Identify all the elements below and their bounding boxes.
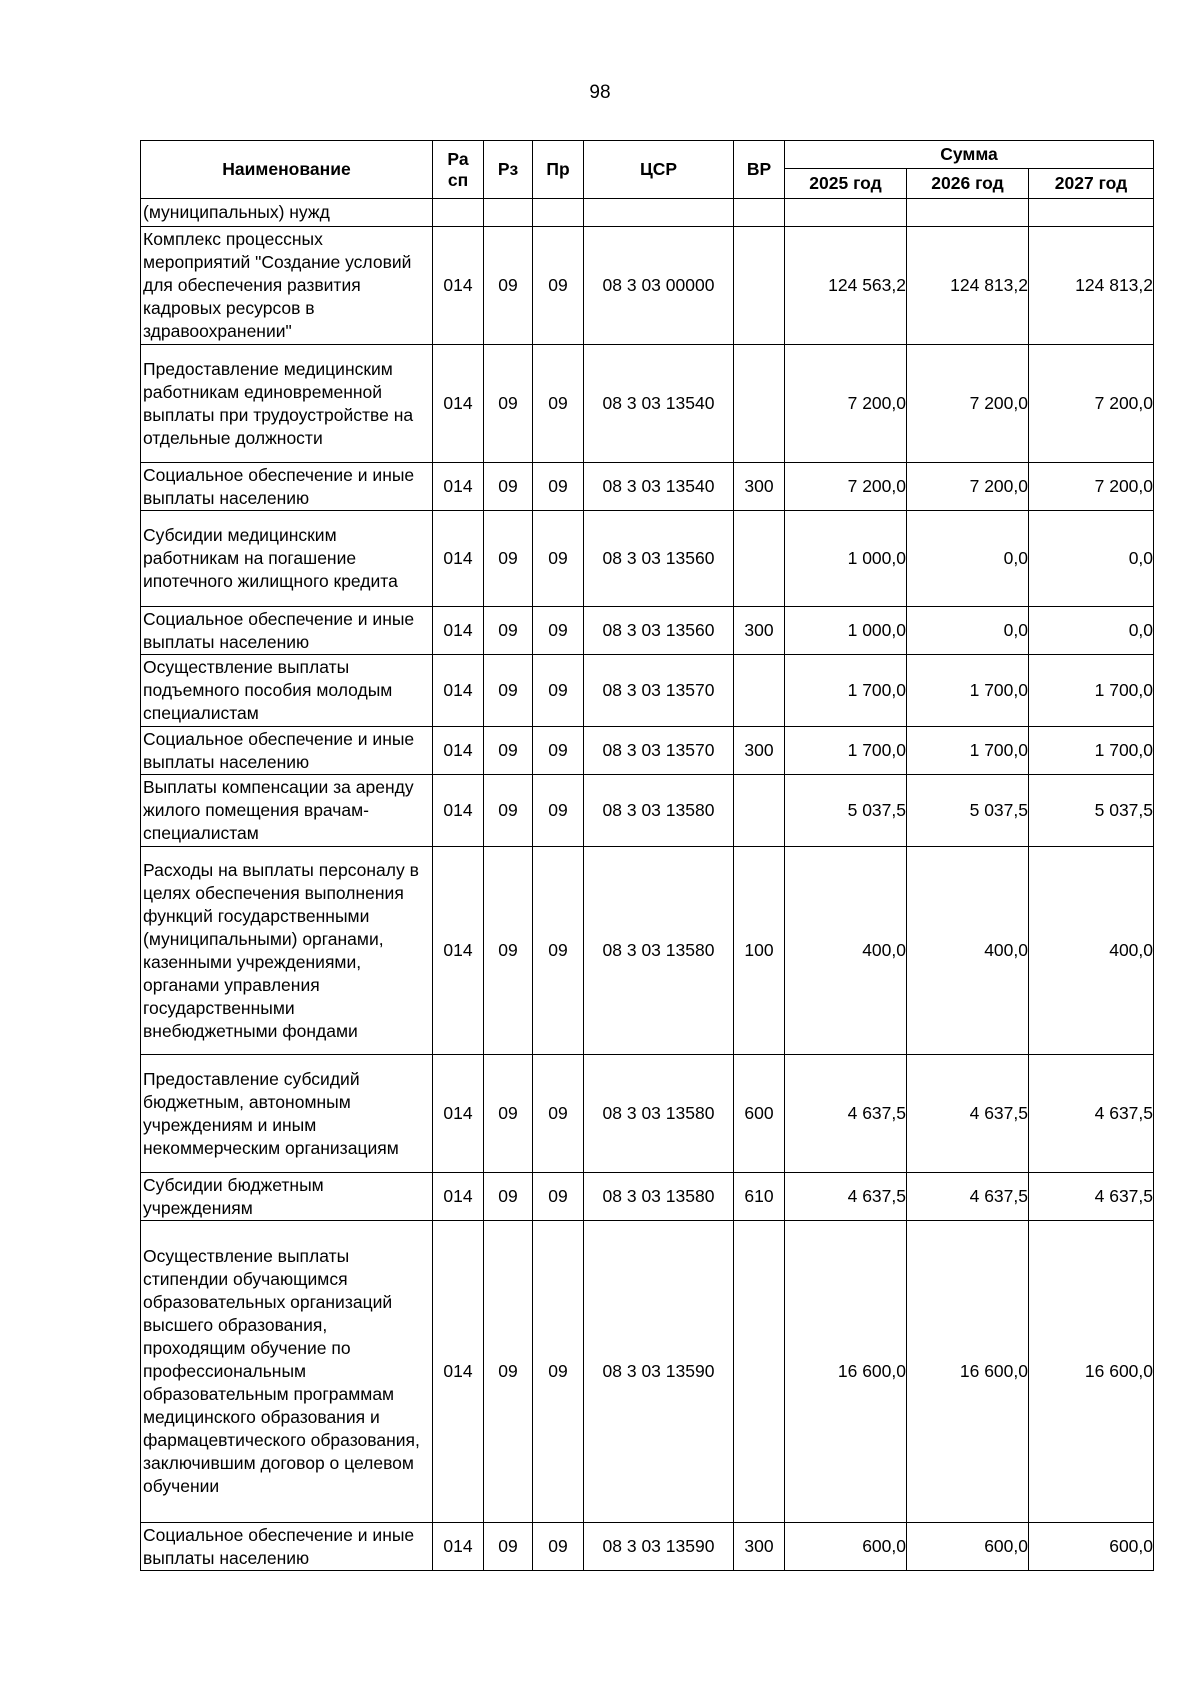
cell-pr: 09 — [533, 727, 584, 775]
cell-sum-2027 — [1029, 199, 1154, 227]
cell-sum-2025 — [785, 199, 907, 227]
header-year-2027: 2027 год — [1029, 169, 1154, 199]
cell-vr — [734, 775, 785, 847]
cell-rz: 09 — [484, 847, 533, 1055]
cell-rz: 09 — [484, 1055, 533, 1173]
cell-pr — [533, 199, 584, 227]
cell-rz: 09 — [484, 511, 533, 607]
cell-rasp: 014 — [433, 847, 484, 1055]
cell-rasp — [433, 199, 484, 227]
cell-sum-2025: 1 000,0 — [785, 607, 907, 655]
cell-sum-2025: 600,0 — [785, 1523, 907, 1571]
table-row — [141, 655, 1154, 727]
cell-sum-2027: 1 700,0 — [1029, 727, 1154, 775]
header-rasp-bottom: сп — [447, 169, 469, 190]
cell-pr: 09 — [533, 1173, 584, 1221]
cell-name: Выплаты компенсации за аренду жилого помещения врачам-специалистам — [141, 775, 433, 847]
table-row — [141, 345, 1154, 463]
cell-name: (муниципальных) нужд — [141, 199, 433, 227]
cell-vr: 300 — [734, 727, 785, 775]
cell-sum-2027: 7 200,0 — [1029, 345, 1154, 463]
cell-vr: 100 — [734, 847, 785, 1055]
cell-sum-2027: 16 600,0 — [1029, 1221, 1154, 1523]
cell-name: Субсидии медицинским работникам на погашение ипотечного жилищного кредита — [141, 511, 433, 607]
cell-rz: 09 — [484, 227, 533, 345]
cell-sum-2025: 7 200,0 — [785, 345, 907, 463]
cell-sum-2026 — [907, 199, 1029, 227]
cell-rasp: 014 — [433, 655, 484, 727]
cell-sum-2026: 124 813,2 — [907, 227, 1029, 345]
cell-vr: 300 — [734, 463, 785, 511]
cell-sum-2027: 124 813,2 — [1029, 227, 1154, 345]
cell-vr — [734, 655, 785, 727]
header-pr: Пр — [533, 141, 584, 199]
cell-pr: 09 — [533, 227, 584, 345]
cell-sum-2026: 4 637,5 — [907, 1055, 1029, 1173]
cell-sum-2027: 7 200,0 — [1029, 463, 1154, 511]
header-year-2025: 2025 год — [785, 169, 907, 199]
cell-sum-2026: 5 037,5 — [907, 775, 1029, 847]
cell-sum-2027: 0,0 — [1029, 511, 1154, 607]
table-row — [141, 1055, 1154, 1173]
cell-rasp: 014 — [433, 607, 484, 655]
cell-pr: 09 — [533, 847, 584, 1055]
cell-rasp: 014 — [433, 1055, 484, 1173]
cell-csr: 08 3 03 13590 — [584, 1523, 734, 1571]
cell-vr: 300 — [734, 607, 785, 655]
cell-rz: 09 — [484, 655, 533, 727]
cell-rasp: 014 — [433, 463, 484, 511]
cell-csr: 08 3 03 13540 — [584, 345, 734, 463]
cell-sum-2027: 400,0 — [1029, 847, 1154, 1055]
cell-pr: 09 — [533, 1055, 584, 1173]
cell-rasp: 014 — [433, 1221, 484, 1523]
cell-rasp: 014 — [433, 1173, 484, 1221]
cell-csr: 08 3 03 13570 — [584, 655, 734, 727]
cell-sum-2027: 1 700,0 — [1029, 655, 1154, 727]
header-year-2026: 2026 год — [907, 169, 1029, 199]
header-sum: Сумма — [785, 141, 1154, 169]
cell-rz: 09 — [484, 345, 533, 463]
cell-name: Социальное обеспечение и иные выплаты населению — [141, 607, 433, 655]
cell-name: Расходы на выплаты персоналу в целях обеспечения выполнения функций государственными (муниципальными) органами, казенными учреждениями, органами управления государственными внебюджетными фондами — [141, 847, 433, 1055]
cell-name: Социальное обеспечение и иные выплаты населению — [141, 1523, 433, 1571]
cell-vr: 610 — [734, 1173, 785, 1221]
cell-csr: 08 3 03 13560 — [584, 607, 734, 655]
cell-sum-2027: 5 037,5 — [1029, 775, 1154, 847]
cell-sum-2025: 7 200,0 — [785, 463, 907, 511]
cell-vr — [734, 227, 785, 345]
cell-pr: 09 — [533, 1221, 584, 1523]
cell-vr: 300 — [734, 1523, 785, 1571]
cell-sum-2025: 1 700,0 — [785, 655, 907, 727]
table-row — [141, 227, 1154, 345]
cell-name: Предоставление медицинским работникам единовременной выплаты при трудоустройстве на отдельные должности — [141, 345, 433, 463]
cell-rz: 09 — [484, 1523, 533, 1571]
cell-rz: 09 — [484, 727, 533, 775]
cell-sum-2025: 16 600,0 — [785, 1221, 907, 1523]
cell-csr: 08 3 03 13580 — [584, 775, 734, 847]
cell-pr: 09 — [533, 775, 584, 847]
cell-sum-2026: 0,0 — [907, 511, 1029, 607]
cell-sum-2026: 16 600,0 — [907, 1221, 1029, 1523]
page-number: 98 — [589, 82, 611, 103]
cell-sum-2027: 0,0 — [1029, 607, 1154, 655]
cell-name: Предоставление субсидий бюджетным, автономным учреждениям и иным некоммерческим организациям — [141, 1055, 433, 1173]
cell-sum-2027: 600,0 — [1029, 1523, 1154, 1571]
cell-csr: 08 3 03 13580 — [584, 1055, 734, 1173]
cell-sum-2026: 400,0 — [907, 847, 1029, 1055]
cell-sum-2025: 4 637,5 — [785, 1173, 907, 1221]
cell-vr — [734, 345, 785, 463]
cell-sum-2026: 600,0 — [907, 1523, 1029, 1571]
table-row — [141, 1221, 1154, 1523]
cell-name: Осуществление выплаты подъемного пособия молодым специалистам — [141, 655, 433, 727]
table-row — [141, 1523, 1154, 1571]
cell-rz: 09 — [484, 463, 533, 511]
table-row — [141, 847, 1154, 1055]
cell-sum-2025: 1 000,0 — [785, 511, 907, 607]
cell-csr — [584, 199, 734, 227]
table-row — [141, 511, 1154, 607]
cell-vr: 600 — [734, 1055, 785, 1173]
cell-rz — [484, 199, 533, 227]
cell-sum-2025: 124 563,2 — [785, 227, 907, 345]
cell-sum-2025: 4 637,5 — [785, 1055, 907, 1173]
cell-rasp: 014 — [433, 345, 484, 463]
cell-sum-2025: 1 700,0 — [785, 727, 907, 775]
cell-rasp: 014 — [433, 227, 484, 345]
cell-rz: 09 — [484, 1221, 533, 1523]
cell-sum-2026: 7 200,0 — [907, 463, 1029, 511]
table-row — [141, 775, 1154, 847]
header-csr: ЦСР — [584, 141, 734, 199]
table-row — [141, 463, 1154, 511]
table-row — [141, 607, 1154, 655]
table-row — [141, 199, 1154, 227]
header-rasp-top: Ра — [447, 148, 469, 169]
header-row — [141, 141, 1154, 169]
cell-rz: 09 — [484, 607, 533, 655]
cell-name: Социальное обеспечение и иные выплаты населению — [141, 463, 433, 511]
table-row — [141, 1173, 1154, 1221]
header-name: Наименование — [141, 141, 433, 199]
cell-sum-2025: 400,0 — [785, 847, 907, 1055]
cell-sum-2026: 7 200,0 — [907, 345, 1029, 463]
cell-name: Комплекс процессных мероприятий "Создание условий для обеспечения развития кадровых ресурсов в здравоохранении" — [141, 227, 433, 345]
cell-csr: 08 3 03 13570 — [584, 727, 734, 775]
cell-pr: 09 — [533, 1523, 584, 1571]
header-vr: ВР — [734, 141, 785, 199]
cell-sum-2025: 5 037,5 — [785, 775, 907, 847]
table-row — [141, 727, 1154, 775]
cell-name: Субсидии бюджетным учреждениям — [141, 1173, 433, 1221]
cell-pr: 09 — [533, 655, 584, 727]
cell-rasp: 014 — [433, 727, 484, 775]
cell-sum-2026: 1 700,0 — [907, 655, 1029, 727]
cell-pr: 09 — [533, 345, 584, 463]
cell-pr: 09 — [533, 607, 584, 655]
cell-csr: 08 3 03 13590 — [584, 1221, 734, 1523]
cell-csr: 08 3 03 13540 — [584, 463, 734, 511]
cell-pr: 09 — [533, 463, 584, 511]
cell-sum-2027: 4 637,5 — [1029, 1173, 1154, 1221]
table-body — [141, 199, 1154, 1571]
cell-sum-2027: 4 637,5 — [1029, 1055, 1154, 1173]
cell-pr: 09 — [533, 511, 584, 607]
cell-name: Осуществление выплаты стипендии обучающимся образовательных организаций высшего образования, проходящим обучение по профессиональным образовательным программам медицинского образования и фармацевтического образования, заключившим договор о целевом обучении — [141, 1221, 433, 1523]
cell-rz: 09 — [484, 775, 533, 847]
cell-rasp: 014 — [433, 775, 484, 847]
cell-rz: 09 — [484, 1173, 533, 1221]
header-rz: Рз — [484, 141, 533, 199]
header-rasp — [433, 141, 484, 199]
cell-vr — [734, 511, 785, 607]
cell-csr: 08 3 03 13560 — [584, 511, 734, 607]
cell-name: Социальное обеспечение и иные выплаты населению — [141, 727, 433, 775]
cell-vr — [734, 1221, 785, 1523]
cell-csr: 08 3 03 13580 — [584, 1173, 734, 1221]
cell-csr: 08 3 03 13580 — [584, 847, 734, 1055]
cell-rasp: 014 — [433, 1523, 484, 1571]
cell-sum-2026: 0,0 — [907, 607, 1029, 655]
cell-rasp: 014 — [433, 511, 484, 607]
cell-csr: 08 3 03 00000 — [584, 227, 734, 345]
cell-sum-2026: 1 700,0 — [907, 727, 1029, 775]
cell-vr — [734, 199, 785, 227]
cell-sum-2026: 4 637,5 — [907, 1173, 1029, 1221]
budget-table — [140, 140, 1154, 1571]
